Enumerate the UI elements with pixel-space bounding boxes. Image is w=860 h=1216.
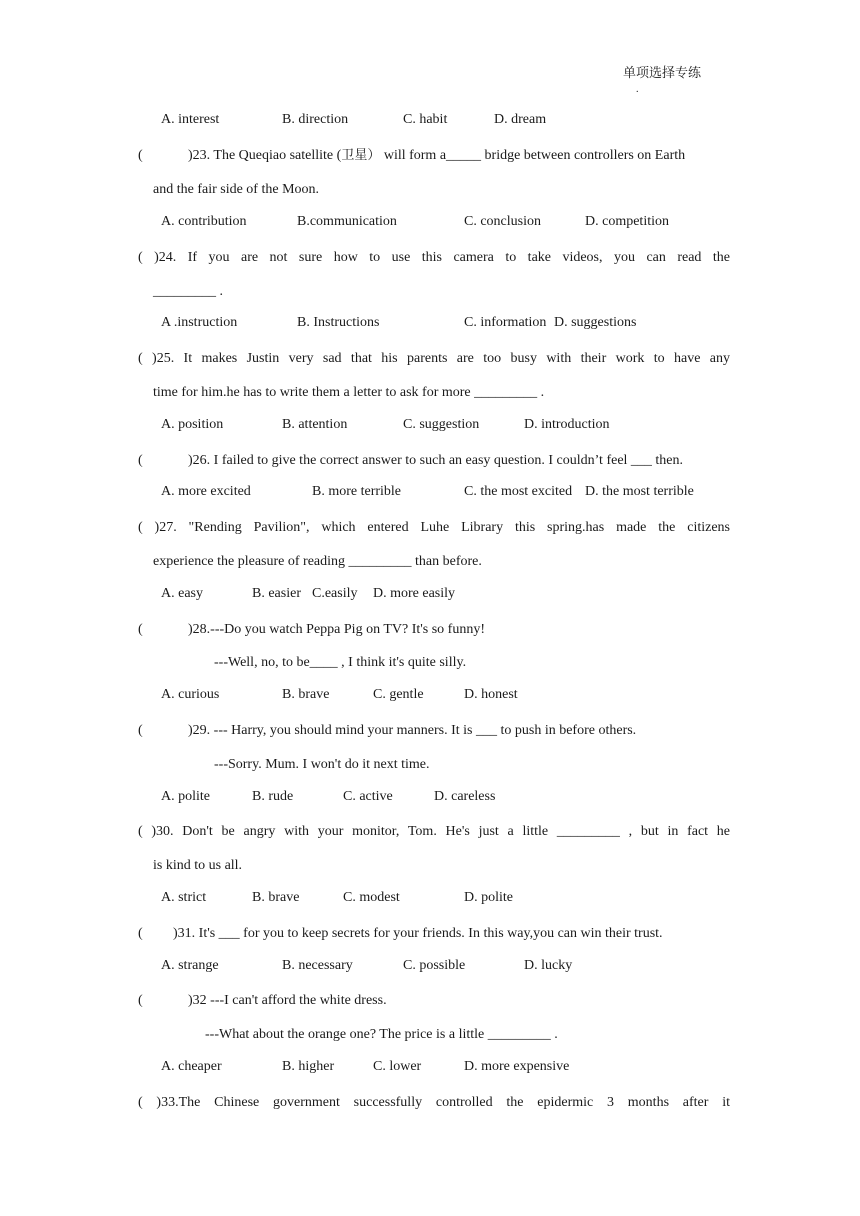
q25-option-a[interactable]: A. position bbox=[161, 417, 224, 432]
question-23-stem-cont: and the fair side of the Moon. bbox=[153, 182, 320, 197]
q22-option-c[interactable]: C. habit bbox=[403, 112, 448, 127]
q27-option-a[interactable]: A. easy bbox=[161, 586, 203, 601]
q22-option-d[interactable]: D. dream bbox=[494, 112, 547, 127]
q27-option-b[interactable]: B. easier bbox=[252, 586, 301, 601]
q30-option-c[interactable]: C. modest bbox=[343, 890, 400, 905]
q25-option-d[interactable]: D. introduction bbox=[524, 417, 610, 432]
question-28-reply: ---Well, no, to be____ , I think it's quite silly. bbox=[214, 655, 467, 670]
question-25-stem: ( )25. It makes Justin very sad that his parents are too busy with their work to have any bbox=[138, 351, 730, 366]
q26-option-b[interactable]: B. more terrible bbox=[312, 484, 402, 499]
q23-option-a[interactable]: A. contribution bbox=[161, 214, 247, 229]
q32-option-c[interactable]: C. lower bbox=[373, 1059, 422, 1074]
question-30-stem-cont: is kind to us all. bbox=[153, 858, 243, 873]
q27-option-c[interactable]: C.easily bbox=[312, 586, 358, 601]
q25-option-c[interactable]: C. suggestion bbox=[403, 417, 480, 432]
answer-blank-23[interactable]: ( bbox=[138, 148, 143, 163]
question-28-stem: )28.---Do you watch Peppa Pig on TV? It's so funny! bbox=[188, 622, 485, 637]
q26-option-d[interactable]: D. the most terrible bbox=[585, 484, 694, 499]
question-26-stem: )26. I failed to give the correct answer to such an easy question. I couldn’t feel ___ then. bbox=[188, 453, 684, 468]
answer-blank-26[interactable]: ( bbox=[138, 453, 143, 468]
q28-option-a[interactable]: A. curious bbox=[161, 687, 220, 702]
q32-option-b[interactable]: B. higher bbox=[282, 1059, 335, 1074]
q29-option-a[interactable]: A. polite bbox=[161, 789, 210, 804]
answer-blank-32[interactable]: ( bbox=[138, 993, 143, 1008]
q27-option-d[interactable]: D. more easily bbox=[373, 586, 456, 601]
page-header-title: 单项选择专练 bbox=[623, 66, 702, 81]
question-27-stem: ( )27. "Rending Pavilion", which entered Luhe Library this spring.has made the citizens bbox=[138, 520, 730, 535]
q24-option-c[interactable]: C. information bbox=[464, 315, 547, 330]
page-header-dot: . bbox=[636, 84, 639, 95]
question-33-stem: ( )33.The Chinese government successfully controlled the epidermic 3 months after it bbox=[138, 1095, 730, 1110]
question-30-stem: ( )30. Don't be angry with your monitor, Tom. He's just a little _________ , but in fact he bbox=[138, 824, 730, 839]
q22-option-a[interactable]: A. interest bbox=[161, 112, 220, 127]
question-29-stem: )29. --- Harry, you should mind your manners. It is ___ to push in before others. bbox=[188, 723, 637, 738]
q23-option-b[interactable]: B.communication bbox=[297, 214, 397, 229]
q24-option-b[interactable]: B. Instructions bbox=[297, 315, 380, 330]
question-29-reply: ---Sorry. Mum. I won't do it next time. bbox=[214, 757, 430, 772]
q29-option-b[interactable]: B. rude bbox=[252, 789, 294, 804]
q31-option-b[interactable]: B. necessary bbox=[282, 958, 353, 973]
answer-blank-29[interactable]: ( bbox=[138, 723, 143, 738]
question-32-stem: )32 ---I can't afford the white dress. bbox=[188, 993, 387, 1008]
q31-option-a[interactable]: A. strange bbox=[161, 958, 219, 973]
question-24-stem-cont: _________ . bbox=[153, 284, 223, 299]
q32-option-d[interactable]: D. more expensive bbox=[464, 1059, 570, 1074]
q26-option-c[interactable]: C. the most excited bbox=[464, 484, 573, 499]
q25-option-b[interactable]: B. attention bbox=[282, 417, 348, 432]
q29-option-c[interactable]: C. active bbox=[343, 789, 393, 804]
question-25-stem-cont: time for him.he has to write them a letter to ask for more _________ . bbox=[153, 385, 545, 400]
question-31-stem: )31. It's ___ for you to keep secrets for your friends. In this way,you can win their trust. bbox=[173, 926, 663, 941]
q24-option-d[interactable]: D. suggestions bbox=[554, 315, 637, 330]
q23-option-d[interactable]: D. competition bbox=[585, 214, 669, 229]
question-32-reply: ---What about the orange one? The price is a little _________ . bbox=[205, 1027, 558, 1042]
q31-option-c[interactable]: C. possible bbox=[403, 958, 466, 973]
q30-option-d[interactable]: D. polite bbox=[464, 890, 513, 905]
q28-option-d[interactable]: D. honest bbox=[464, 687, 518, 702]
question-24-stem: ( )24. If you are not sure how to use this camera to take videos, you can read the bbox=[138, 250, 730, 265]
q23-option-c[interactable]: C. conclusion bbox=[464, 214, 541, 229]
q26-option-a[interactable]: A. more excited bbox=[161, 484, 251, 499]
q32-option-a[interactable]: A. cheaper bbox=[161, 1059, 222, 1074]
answer-blank-28[interactable]: ( bbox=[138, 622, 143, 637]
q30-option-a[interactable]: A. strict bbox=[161, 890, 207, 905]
q30-option-b[interactable]: B. brave bbox=[252, 890, 300, 905]
q24-option-a[interactable]: A .instruction bbox=[161, 315, 238, 330]
q28-option-c[interactable]: C. gentle bbox=[373, 687, 424, 702]
q31-option-d[interactable]: D. lucky bbox=[524, 958, 573, 973]
q29-option-d[interactable]: D. careless bbox=[434, 789, 496, 804]
answer-blank-31[interactable]: ( bbox=[138, 926, 143, 941]
q22-option-b[interactable]: B. direction bbox=[282, 112, 349, 127]
question-23-stem: )23. The Queqiao satellite (卫星） will form a_____ bridge between controllers on Earth bbox=[188, 148, 686, 163]
question-27-stem-cont: experience the pleasure of reading _________ than before. bbox=[153, 554, 482, 569]
q28-option-b[interactable]: B. brave bbox=[282, 687, 330, 702]
